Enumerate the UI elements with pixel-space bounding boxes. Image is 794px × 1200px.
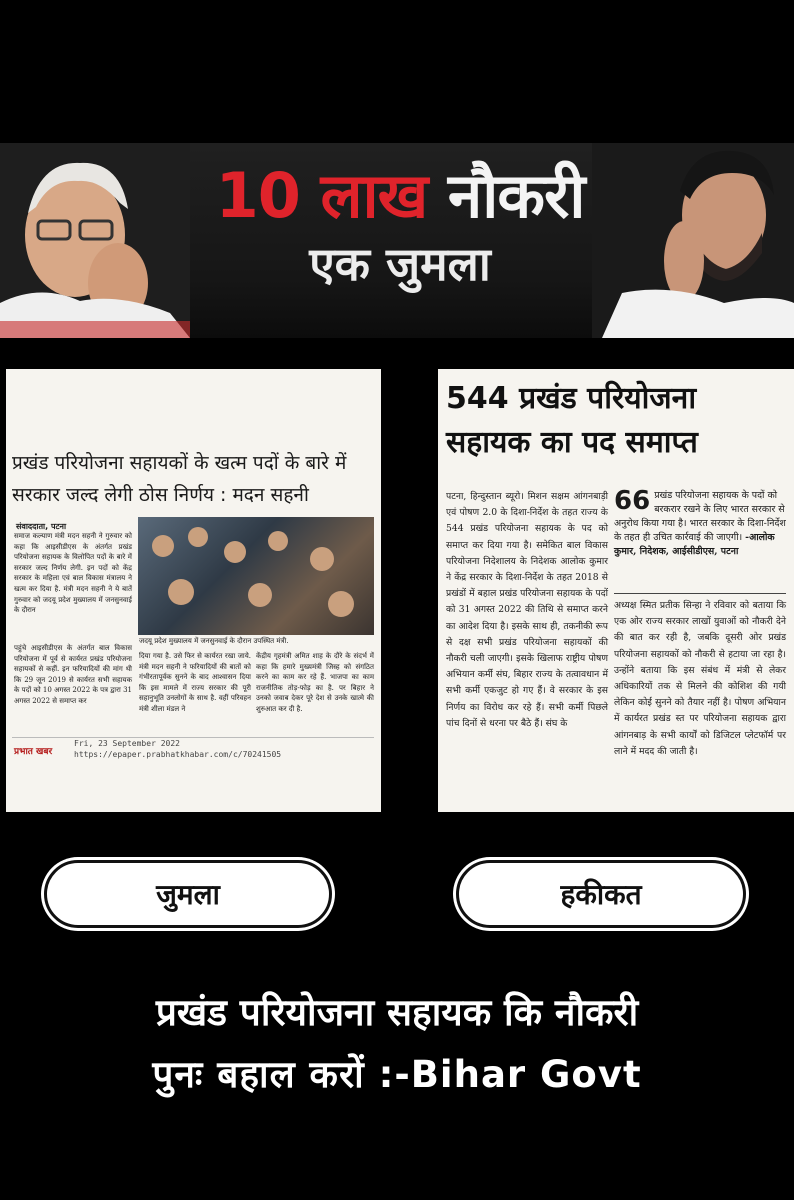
- right-clipping-quote-author: -आलोक कुमार, निदेशक, आईसीडीएस, पटना: [614, 532, 775, 557]
- left-clipping-col3: केंद्रीय गृहमंत्री अमित शाह के दौरे के संदर्भ में कहा कि हमारे मुख्यमंत्री जिस्ह को संगठित करने का काम कर रहे हैं. भाजपा का काम राजनीतिक तोड़-फोड़ का है. पर बिहार ने उनको जवाब देकर पूरे देश से उनके खात्मे की शुरुआत कर दी है.: [256, 652, 374, 713]
- haqiqat-label-button[interactable]: हकीकत: [456, 860, 746, 928]
- bottom-caption: [0, 982, 794, 1106]
- left-news-clipping: [6, 369, 381, 812]
- banner-title-white: नौकरी: [447, 159, 585, 232]
- epaper-footer: [12, 737, 374, 761]
- epaper-url: https://epaper.prabhatkhabar.com/c/70241505: [74, 750, 282, 759]
- news-photo-caption: जदयू प्रदेश मुख्यालय में जनसुनवाई के दौरान उपस्थित मंत्री.: [139, 637, 289, 645]
- banner-subtitle: एक जुमला: [309, 237, 491, 291]
- right-clipping-headline-line2: सहायक का पद समाप्त: [446, 425, 698, 460]
- right-clipping-headline-line1: 544 प्रखंड परियोजना: [446, 381, 697, 416]
- banner-title-red: 10 लाख: [215, 159, 428, 232]
- news-photo: [138, 517, 374, 635]
- banner-title: [145, 159, 655, 291]
- right-clipping-col2: अध्यक्ष स्मित प्रतीक सिन्हा ने रविवार को बताया कि एक ओर राज्य सरकार लाखों युवाओं को नौकरी देने की बात कर रही है, जबकि दूसरी ओर प्रखंड परियोजना सहायकों को नौकरी से हटाया जा रहा है। उन्होंने बताया कि इस संबंध में मंत्री से लेकर अधिकारियों तक से मिलने की कोशिश की गयी लेकिन कोई सुनने को तैयार नहीं है। पोषण अभियान में कार्यरत प्रखंड स्त पर परियोजना सहायक द्वारा आंगनबाड़ के सभी कार्यों को डिजिटल प्लेटफॉर्म पर लाने में मदद की जाती है।: [614, 593, 786, 760]
- bottom-caption-line2: पुनः बहाल करों :-Bihar Govt: [152, 1053, 642, 1096]
- banner-title-line1: [145, 159, 655, 232]
- right-clipping-quote-box: [614, 486, 786, 559]
- right-clipping-quote: प्रखंड परियोजना सहायक के पदों को बरकरार रखने के लिए भारत सरकार से अनुरोध किया गया है। भारत सरकार के दिशा-निर्देश के तहत ही उचित कार्रवाई की जाएगी।: [614, 490, 786, 543]
- politician-right-image: [592, 143, 794, 338]
- bottom-caption-line1: प्रखंड परियोजना सहायक कि नौकरी: [155, 991, 639, 1034]
- left-clipping-col1: समाज कल्याण मंत्री मदन सहनी ने गुरुवार को कहा कि आइसीडीएस के अंतर्गत प्रखंड परियोजना सहायक के विलोपित पदों के बारे में सरकार जल्द निर्णय लेगी. इन पदों को केंद्र सरकार के महिला एवं बाल विकास मंत्रालय ने खत्म कर दिया है. मंत्री मदन सहनी ने ये बातें गुरुवार को जदयू प्रदेश मुख्यालय में जनसुनवाई के दौरान: [14, 532, 132, 615]
- right-clipping-body: पटना, हिन्दुस्तान ब्यूरो। मिशन सक्षम आंगनबाड़ी एवं पोषण 2.0 के दिशा-निर्देश के तहत राज्य के 544 प्रखंड परियोजना सहायक के पद को समाप्त कर दिया गया है। समेकित बाल विकास परियोजना निदेशालय के निदेशक आलोक कुमार ने केंद्र सरकार के दिशा-निर्देश के तहत 2018 से प्रखंडों में बहाल प्रखंड परियोजना सहायक के पदों को 31 अगस्त 2022 की तिथि से समाप्त करने का आदेश दिया है। इसके साथ ही, तकनीकी रूप से दक्ष सभी प्रखंड परियोजना सहायकों की नौकरी चली जाएगी। इसके खिलाफ राष्ट्रीय पोषण अभियान कर्मी संघ, बिहार राज्य के तत्वावधान में सभी कर्मी एकजुट हो गए हैं। वे सरकार के इस निर्णय का विरोध कर रहे हैं। सभी कर्मी पिछले पांच दिनों से धरना पर बैठे हैं। संघ के: [446, 491, 608, 729]
- newspaper-brand: प्रभात खबर: [14, 747, 53, 757]
- left-clipping-col2: दिया गया है. उसे फिर से कार्यरत रखा जाये. मंत्री मदन सहनी ने फरियादियों की बातों को गंभीरतापूर्वक सुनने के बाद आश्वासन दिया कि इस मामले में राज्य सरकार की पूरी सहानुभूति उनलोगों के साथ है. वहीं परिवहन मंत्री शीला मंडल ने: [139, 652, 251, 713]
- quote-mark-icon: 66: [614, 486, 651, 516]
- left-clipping-col1-bottom: पहुंचे आइसीडीएस के अंतर्गत बाल विकास परियोजना में पूर्व से कार्यरत प्रखंड परियोजना सहायकों से कहीं. इन फरियादियों की मांग थी कि 29 जून 2019 से कार्यरत सभी सहायक के पदों को 10 अगस्त 2022 के पत्र द्वारा 31 अगस्त 2022 से समाप्त कर: [14, 644, 132, 705]
- left-clipping-byline: संवाददाता, पटना: [16, 522, 67, 531]
- top-banner: [0, 143, 794, 338]
- right-news-clipping: [438, 369, 794, 812]
- jumla-label-button[interactable]: जुमला: [44, 860, 332, 928]
- left-clipping-headline: प्रखंड परियोजना सहायकों के खत्म पदों के बारे में सरकार जल्द लेगी ठोस निर्णय : मदन सहनी: [12, 452, 347, 506]
- epaper-date: Fri, 23 September 2022: [74, 739, 180, 748]
